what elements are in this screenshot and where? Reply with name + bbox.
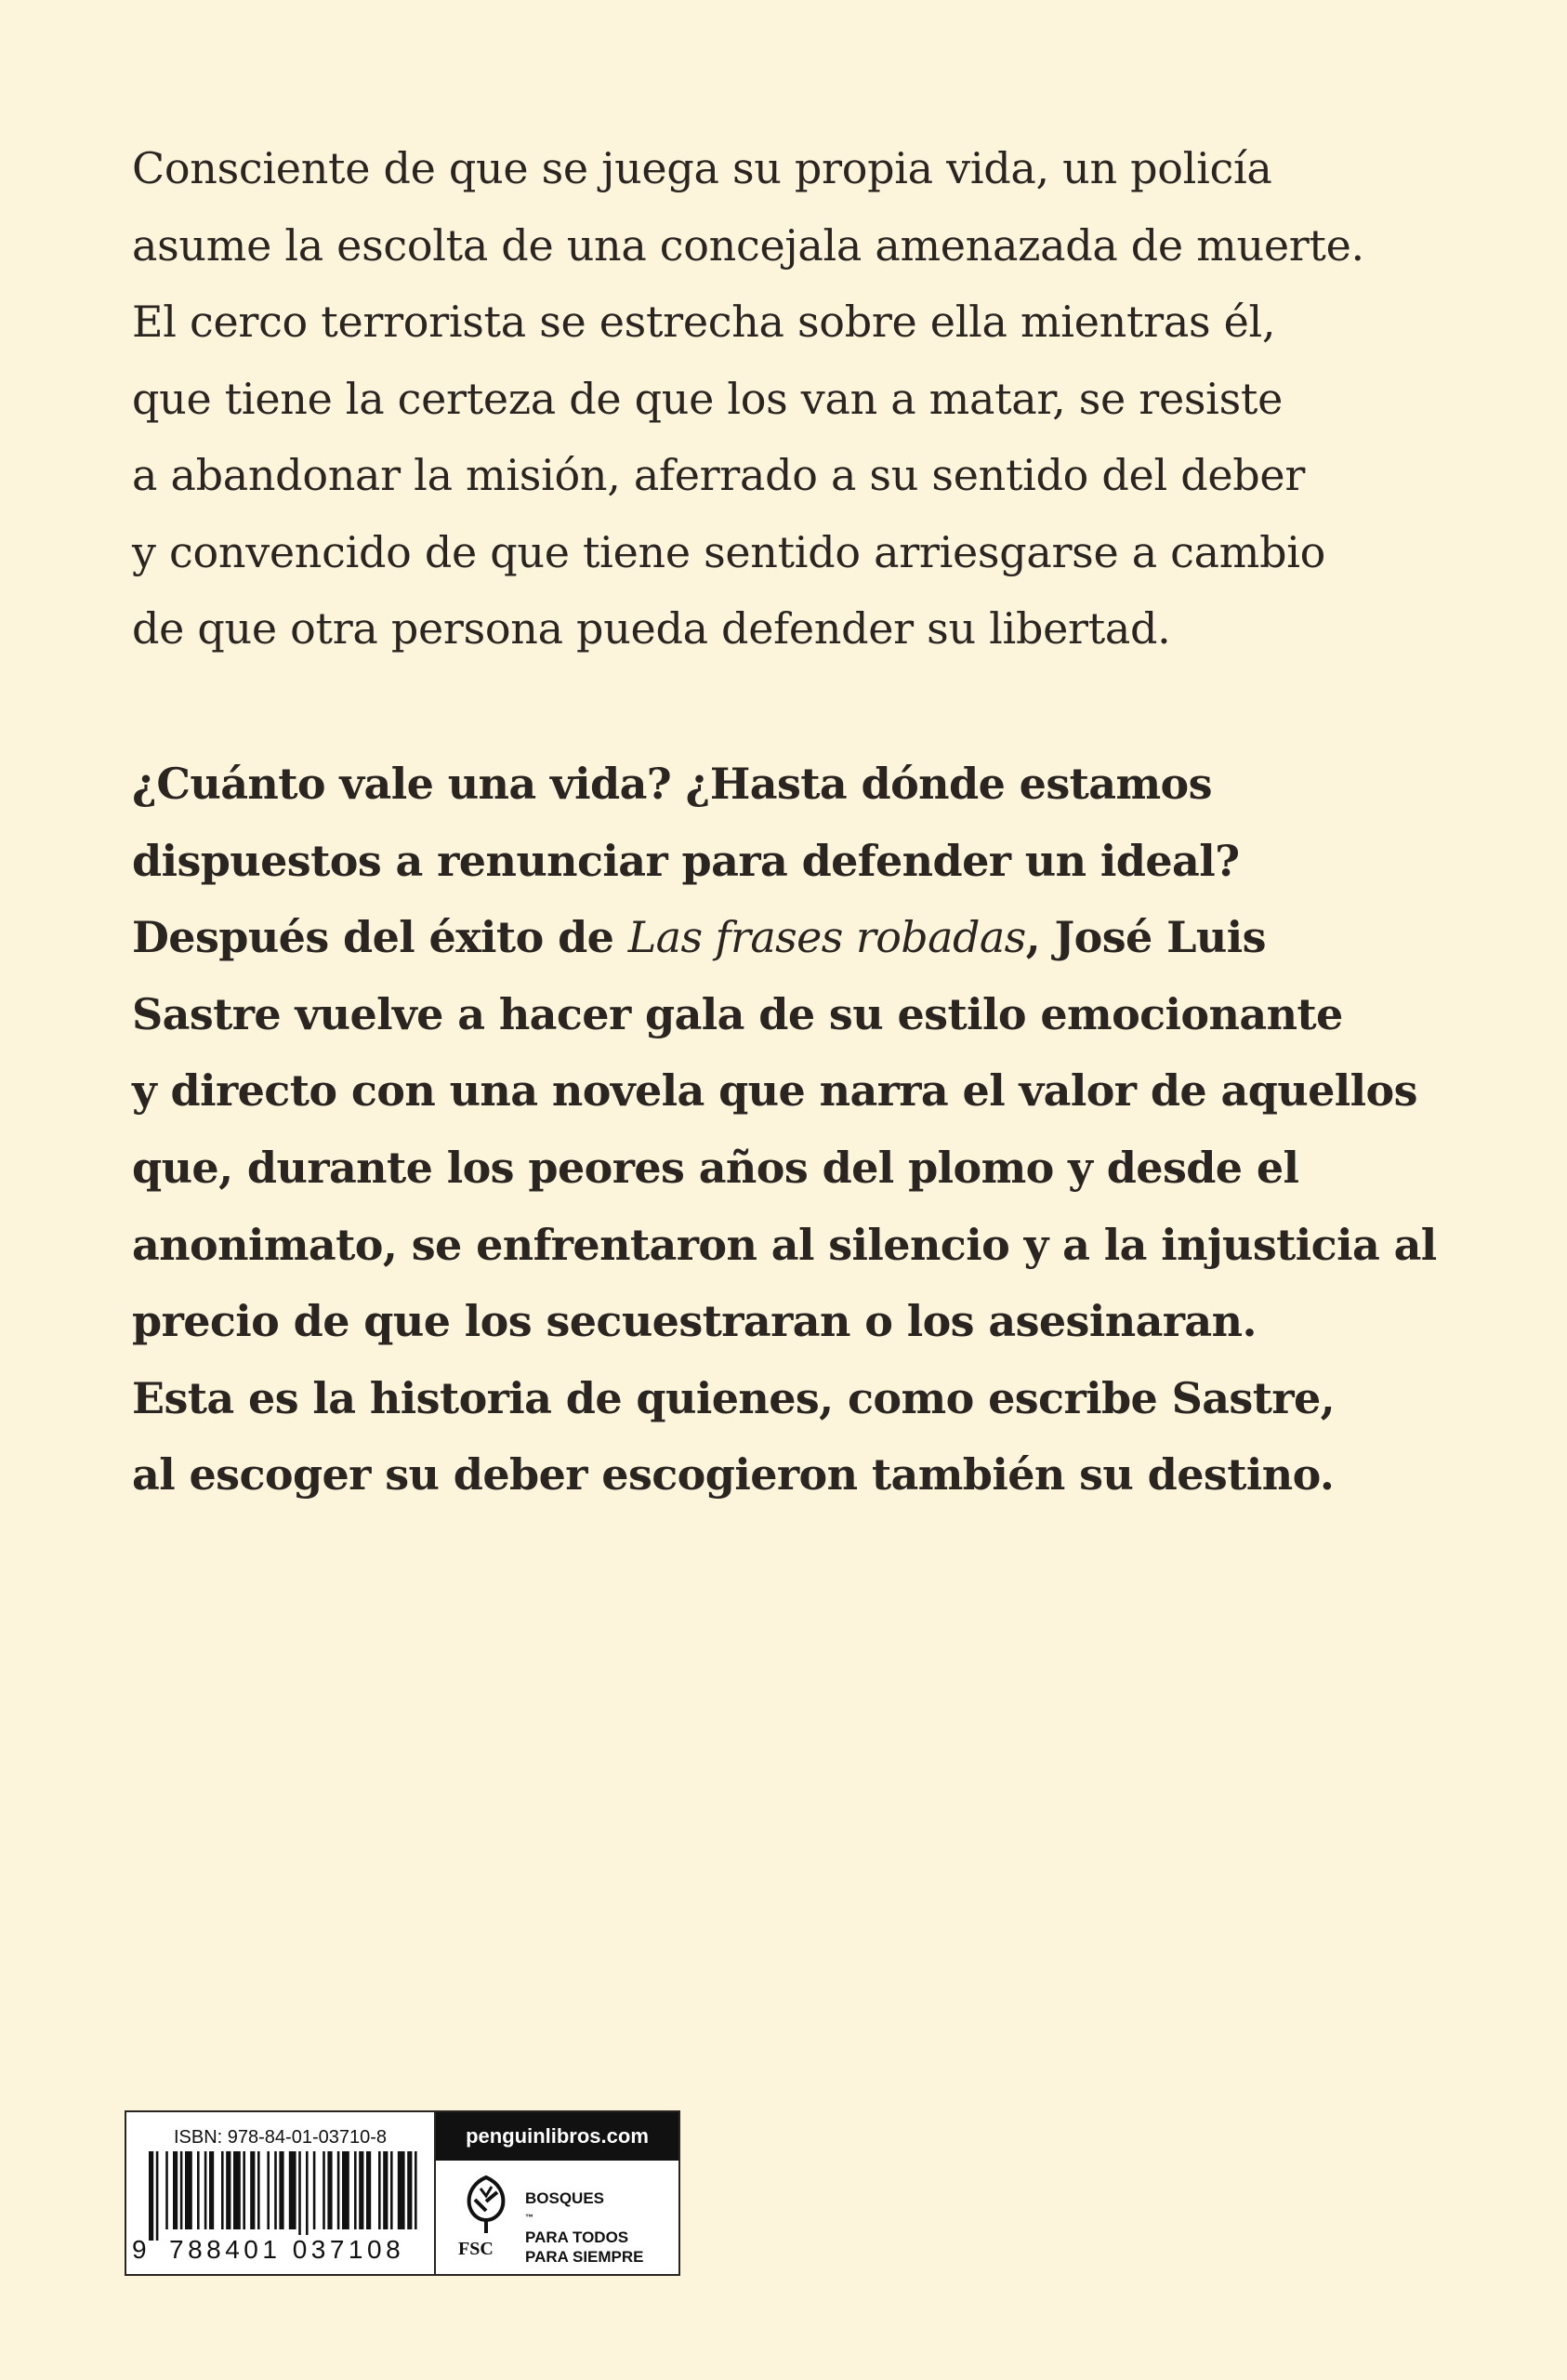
barcode-bar bbox=[337, 2151, 340, 2229]
barcode-bar bbox=[354, 2151, 357, 2229]
blurb-line: Sastre vuelve a hacer gala de su estilo emocionante bbox=[132, 988, 1343, 1039]
publisher-website: penguinlibros.com bbox=[436, 2112, 678, 2161]
fsc-slogan-line: PARA TODOS bbox=[525, 2228, 629, 2246]
barcode-bar bbox=[306, 2151, 309, 2241]
barcode-icon bbox=[149, 2151, 418, 2241]
barcode-bar bbox=[359, 2151, 363, 2229]
barcode-bar bbox=[298, 2151, 301, 2241]
blurb-line: precio de que los secuestraran o los asesinaran. bbox=[132, 1296, 1257, 1347]
blurb-line: anonimato, se enfrentaron al silencio y a la injusticia al bbox=[132, 1219, 1437, 1270]
barcode-bar bbox=[250, 2151, 255, 2229]
barcode-bar bbox=[274, 2151, 277, 2229]
isbn-box bbox=[125, 2110, 680, 2276]
barcode-bar bbox=[173, 2151, 178, 2229]
barcode-bar bbox=[243, 2151, 245, 2229]
barcode-bar bbox=[149, 2151, 153, 2241]
synopsis-line: de que otra persona pueda defender su libertad. bbox=[132, 603, 1171, 654]
barcode-bar bbox=[366, 2151, 371, 2229]
blurb-line: y directo con una novela que narra el valor de aquellos bbox=[132, 1065, 1417, 1117]
blurb-text: Después del éxito de bbox=[132, 912, 628, 963]
barcode-bar bbox=[156, 2151, 159, 2241]
barcode-bar bbox=[323, 2151, 325, 2229]
blurb-line: que, durante los peores años del plomo y desde el bbox=[132, 1142, 1299, 1193]
blurb-text: , José Luis bbox=[1025, 912, 1266, 963]
trademark-mark: ™ bbox=[525, 2213, 533, 2222]
barcode-bar bbox=[226, 2151, 230, 2229]
barcode-bar bbox=[342, 2151, 349, 2229]
barcode-bar bbox=[267, 2151, 270, 2229]
barcode-bar bbox=[233, 2151, 241, 2229]
barcode-bar bbox=[383, 2151, 388, 2229]
synopsis-line: que tiene la certeza de que los van a matar, se resiste bbox=[132, 373, 1284, 424]
fsc-slogan-text: BOSQUES bbox=[525, 2189, 605, 2207]
fsc-label: FSC bbox=[458, 2239, 494, 2259]
fsc-tree-icon bbox=[460, 2174, 512, 2235]
barcode-bar bbox=[197, 2151, 200, 2229]
blurb-line: ¿Cuánto vale una vida? ¿Hasta dónde estamos bbox=[132, 759, 1212, 809]
blurb-line: dispuestos a renunciar para defender un ideal? bbox=[132, 835, 1240, 886]
blurb-line: Esta es la historia de quienes, como escribe Sastre, bbox=[132, 1372, 1336, 1423]
synopsis-line: Consciente de que se juega su propia vida, un policía bbox=[132, 143, 1272, 193]
barcode-bar bbox=[257, 2151, 260, 2229]
barcode-digits: 788401 037108 bbox=[169, 2235, 405, 2264]
blurb-paragraph bbox=[132, 746, 1452, 1514]
barcode-bar bbox=[407, 2151, 412, 2229]
synopsis-paragraph bbox=[132, 130, 1433, 668]
synopsis-line: asume la escolta de una concejala amenazada de muerte. bbox=[132, 219, 1364, 271]
barcode-bar bbox=[204, 2151, 207, 2229]
barcode-bar bbox=[185, 2151, 192, 2229]
fsc-certification bbox=[436, 2161, 678, 2274]
book-title-italic: Las frases robadas bbox=[627, 912, 1026, 963]
synopsis-line: a abandonar la misión, aferrado a su sentido del deber bbox=[132, 450, 1306, 500]
blurb-line bbox=[132, 899, 1452, 976]
fsc-slogan-line bbox=[525, 2188, 644, 2228]
barcode-bar bbox=[180, 2151, 183, 2229]
barcode-area bbox=[126, 2112, 436, 2274]
isbn-label: ISBN: 978-84-01-03710-8 bbox=[173, 2127, 388, 2148]
barcode-bar bbox=[165, 2151, 168, 2229]
synopsis-line: y convencido de que tiene sentido arriesgarse a cambio bbox=[132, 526, 1326, 577]
fsc-slogan bbox=[525, 2188, 644, 2267]
synopsis-line: El cerco terrorista se estrecha sobre ella mientras él, bbox=[132, 297, 1276, 347]
barcode-bar bbox=[289, 2151, 296, 2229]
barcode-bar bbox=[398, 2151, 405, 2229]
fsc-slogan-line: PARA SIEMPRE bbox=[525, 2248, 644, 2266]
barcode-bar bbox=[209, 2151, 214, 2229]
barcode-bar bbox=[313, 2151, 316, 2229]
barcode-bar bbox=[327, 2151, 332, 2229]
barcode-bar bbox=[378, 2151, 381, 2229]
barcode-first-digit: 9 bbox=[132, 2235, 147, 2264]
blurb-line: al escoger su deber escogieron también su destino. bbox=[132, 1449, 1335, 1501]
barcode-bar bbox=[221, 2151, 224, 2229]
barcode-bar bbox=[415, 2151, 417, 2229]
barcode-bar bbox=[390, 2151, 393, 2229]
barcode-bar bbox=[279, 2151, 283, 2229]
